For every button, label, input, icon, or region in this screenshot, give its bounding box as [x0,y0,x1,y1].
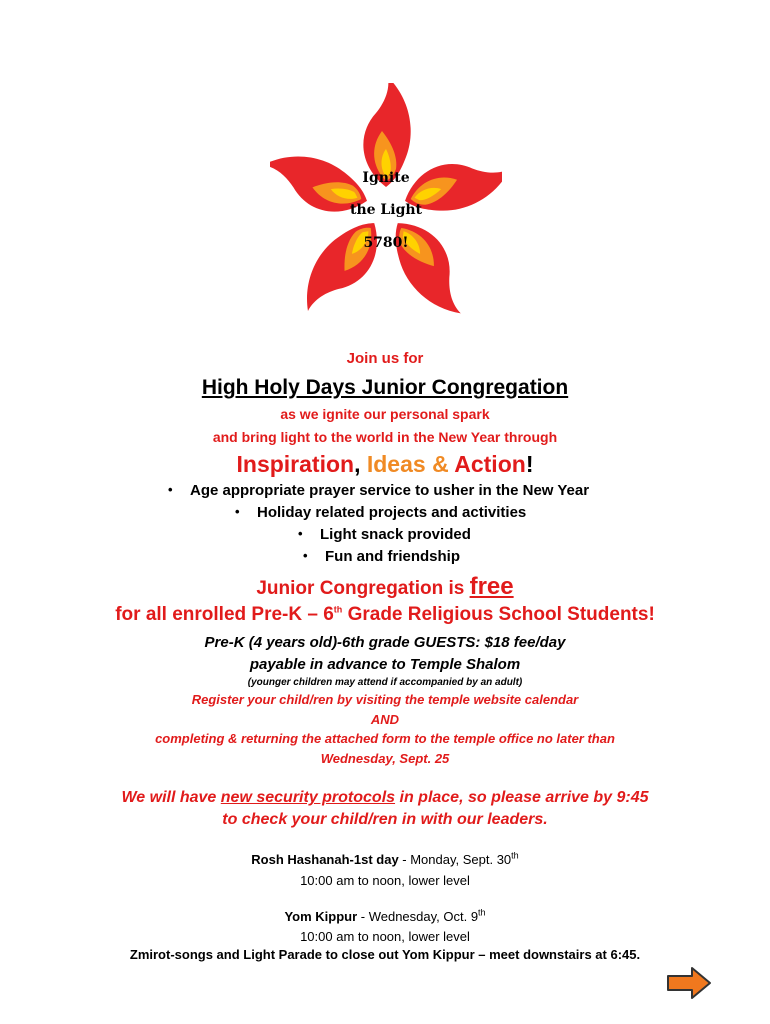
tagline-comma: , [354,451,361,477]
logo-line3: 5780! [363,235,409,251]
page-title: High Holy Days Junior Congregation [201,376,569,399]
subtitle-line2: and bring light to the world in the New Year through [212,429,558,445]
rosh-hashanah-date: - Monday, Sept. 30 [398,852,512,867]
register-line1: Register your child/ren by visiting the temple website calendar [191,692,579,707]
list-item: • Light snack provided [320,526,471,543]
subtitle-line1: as we ignite our personal spark [280,406,490,422]
security-pre: We will have [121,789,217,806]
tagline-inspiration: Inspiration [236,451,355,477]
free-line2-sup: th [333,604,343,615]
ignite-the-light-logo [270,83,502,329]
guests-line1: Pre-K (4 years old)-6th grade GUESTS: $18 fee/day [204,634,566,651]
list-item: • Age appropriate prayer service to usher in the New Year [190,482,589,499]
register-deadline: Wednesday, Sept. 25 [320,751,450,766]
tagline-amp: & [432,451,449,477]
security-line2: to check your child/ren in with our leaders. [222,811,548,828]
logo-line2: the Light [349,202,423,218]
join-us-text: Join us for [346,350,424,367]
free-line2-post: Grade Religious School Students! [347,604,655,625]
security-protocols-text: new security protocols [220,789,396,806]
right-arrow-icon [666,966,712,1000]
rosh-hashanah-line [0,852,770,867]
guests-line2: payable in advance to Temple Shalom [249,656,521,673]
yom-kippur-label: Yom Kippur [284,909,358,924]
list-item: • Holiday related projects and activities [257,504,526,521]
flame-star-icon [270,83,502,329]
tagline-ideas: Ideas [366,451,426,477]
tagline [0,451,770,478]
free-word: free [469,573,514,600]
logo-line1: Ignite [362,170,410,186]
yom-kippur-date: - Wednesday, Oct. 9 [357,909,479,924]
tagline-action: Action [454,451,526,477]
yom-kippur-sup: th [478,907,486,918]
next-page-button[interactable] [666,966,712,1000]
free-line1-text: Junior Congregation is [256,578,465,599]
free-line2-pre: for all enrolled Pre-K – 6 [115,604,334,625]
register-and: AND [370,712,400,727]
tagline-bang: ! [525,451,534,477]
yom-kippur-line [0,909,770,924]
security-post: in place, so please arrive by 9:45 [399,789,649,806]
list-item: • Fun and friendship [325,548,460,565]
security-line1 [0,789,770,807]
rosh-hashanah-label: Rosh Hashanah-1st day [251,852,399,867]
rosh-hashanah-sup: th [511,850,519,861]
guests-note: (younger children may attend if accompanied by an adult) [247,677,523,688]
zmirot-line: Zmirot-songs and Light Parade to close out Yom Kippur – meet downstairs at 6:45. [129,947,641,962]
register-line3: completing & returning the attached form to the temple office no later than [155,731,615,746]
free-line1 [0,573,770,601]
rosh-hashanah-time: 10:00 am to noon, lower level [300,873,470,888]
free-line2 [0,604,770,626]
yom-kippur-time: 10:00 am to noon, lower level [300,929,470,944]
